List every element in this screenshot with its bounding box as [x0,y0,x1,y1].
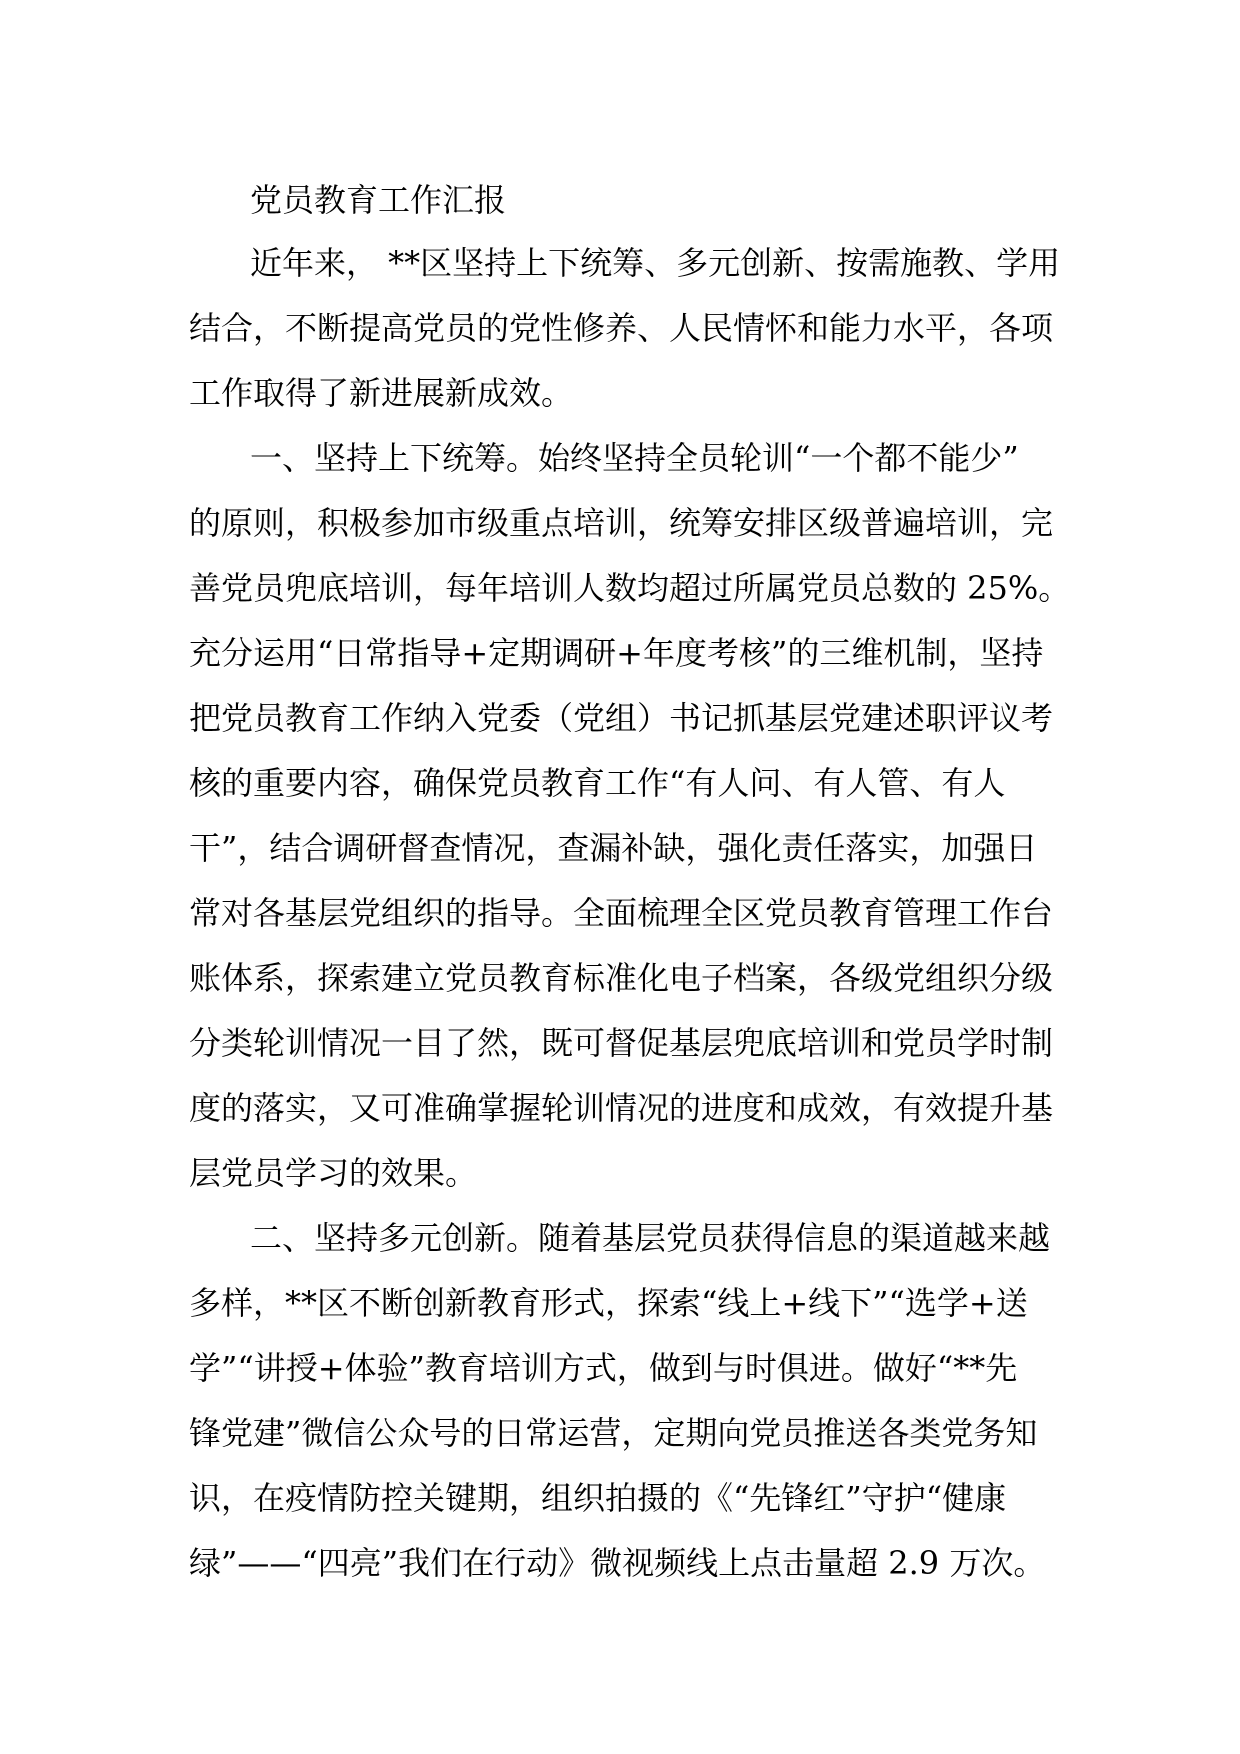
paragraph-line: 善党员兜底培训，每年培训人数均超过所属党员总数的 25%。 [189,569,1071,607]
paragraph-line: 度的落实，又可准确掌握轮训情况的进度和成效，有效提升基 [189,1089,1054,1127]
paragraph-line: 锋党建”微信公众号的日常运营，定期向党员推送各类党务知 [189,1414,1038,1452]
document-title: 党员教育工作汇报 [250,181,507,219]
paragraph-line: 结合，不断提高党员的党性修养、人民情怀和能力水平，各项 [189,309,1054,347]
paragraph-line: 核的重要内容，确保党员教育工作“有人问、有人管、有人 [189,764,1006,802]
paragraph-line: 分类轮训情况一目了然，既可督促基层兜底培训和党员学时制 [189,1024,1054,1062]
paragraph-line: 层党员学习的效果。 [189,1154,478,1192]
paragraph-line: 一、坚持上下统筹。始终坚持全员轮训“一个都不能少” [250,439,1019,477]
paragraph-line: 干”，结合调研督查情况，查漏补缺，强化责任落实，加强日 [189,829,1038,867]
paragraph-line: 把党员教育工作纳入党委（党组）书记抓基层党建述职评议考 [189,699,1054,737]
paragraph-line: 常对各基层党组织的指导。全面梳理全区党员教育管理工作台 [189,894,1054,932]
paragraph-line: 工作取得了新进展新成效。 [189,374,574,412]
paragraph-line: 识，在疫情防控关键期，组织拍摄的《“先锋红”守护“健康 [189,1479,1007,1517]
paragraph-line: 多样，**区不断创新教育形式，探索“线上+线下”“选学+送 [189,1284,1028,1322]
paragraph-line: 的原则，积极参加市级重点培训，统筹安排区级普遍培训，完 [189,504,1054,542]
paragraph-line: 学”“讲授+体验”教育培训方式，做到与时俱进。做好“**先 [189,1349,1018,1387]
paragraph-line: 账体系，探索建立党员教育标准化电子档案，各级党组织分级 [189,959,1054,997]
paragraph-line: 绿”——“四亮”我们在行动》微视频线上点击量超 2.9 万次。 [189,1544,1046,1582]
paragraph-line: 二、坚持多元创新。随着基层党员获得信息的渠道越来越 [250,1219,1051,1257]
paragraph-line: 充分运用“日常指导+定期调研+年度考核”的三维机制，坚持 [189,634,1044,672]
paragraph-line: 近年来， **区坚持上下统筹、多元创新、按需施教、学用 [250,244,1061,282]
